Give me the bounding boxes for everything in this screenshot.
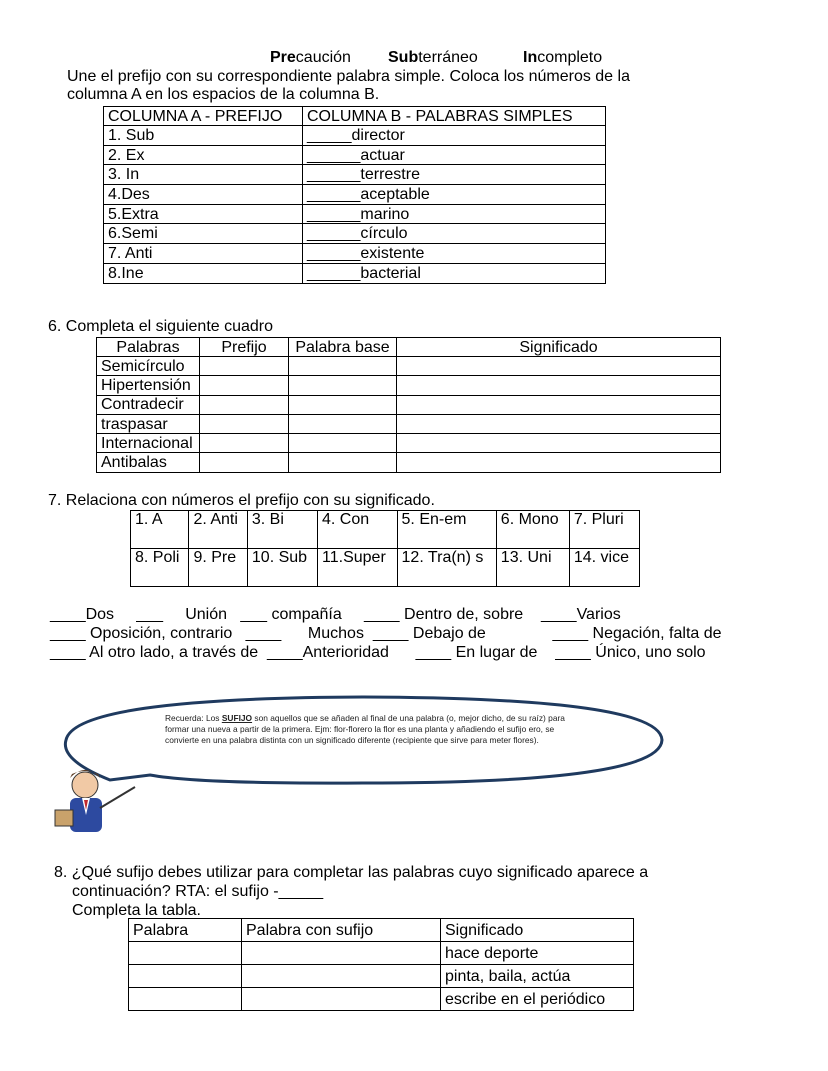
table-header: Palabra (129, 919, 242, 942)
table-row (129, 965, 634, 988)
table-row (129, 942, 634, 965)
table-cell[interactable] (242, 988, 441, 1011)
table-cell[interactable] (289, 453, 397, 472)
table-cell: Internacional (97, 434, 200, 453)
table-row (97, 376, 721, 395)
table-cell[interactable] (289, 395, 397, 414)
q7-title: 7. Relaciona con números el prefijo con su significado. (48, 492, 435, 509)
table-cell: Semicírculo (97, 357, 200, 376)
table-row (131, 511, 640, 549)
table-cell: ______círculo (303, 224, 606, 244)
table-cell[interactable] (397, 414, 721, 433)
table-cell: ______marino (303, 204, 606, 224)
q6-title: 6. Completa el siguiente cuadro (48, 318, 274, 335)
table-cell[interactable] (129, 988, 242, 1011)
table-cell: 11.Super (318, 549, 398, 587)
table-cell: _____director (303, 126, 606, 146)
table-cell[interactable] (200, 357, 289, 376)
table-header: COLUMNA A - PREFIJO (104, 107, 303, 126)
table-row (104, 165, 606, 185)
table-cell[interactable] (289, 434, 397, 453)
table-cell: 7. Pluri (569, 511, 639, 549)
suffix-table (128, 918, 634, 1011)
meaning-line-3: ____ Al otro lado, a través de ____Anterioridad ____ En lugar de ____ Único, uno solo (50, 644, 706, 661)
meaning-line-2: ____ Oposición, contrario ____ Muchos ____ Debajo de ____ Negación, falta de (50, 625, 722, 642)
table-cell: ______actuar (303, 145, 606, 165)
table-row (97, 357, 721, 376)
table-row (104, 126, 606, 146)
table-cell: ______aceptable (303, 185, 606, 205)
table-cell: 9. Pre (189, 549, 247, 587)
table-cell[interactable] (397, 434, 721, 453)
table-cell: 6.Semi (104, 224, 303, 244)
table-row (104, 244, 606, 264)
table-cell: 5. En-em (397, 511, 496, 549)
header-word-1: Precaución (270, 49, 351, 66)
table-cell[interactable] (200, 453, 289, 472)
table-cell: Antibalas (97, 453, 200, 472)
table-cell[interactable] (200, 414, 289, 433)
table-row (129, 988, 634, 1011)
table-cell: escribe en el periódico (441, 988, 634, 1011)
table-cell[interactable] (397, 395, 721, 414)
table-header: Prefijo (200, 338, 289, 357)
table-cell: 8. Poli (131, 549, 189, 587)
speech-bubble (0, 680, 828, 850)
table-cell: 12. Tra(n) s (397, 549, 496, 587)
table-cell: 2. Anti (189, 511, 247, 549)
table-cell[interactable] (397, 357, 721, 376)
table-cell[interactable] (129, 965, 242, 988)
table-cell: 14. vice (569, 549, 639, 587)
table-row (97, 395, 721, 414)
meaning-line-1: ____Dos ___ Unión ___ compañía ____ Dentro de, sobre ____Varios (50, 606, 621, 623)
table-header: Palabra con sufijo (242, 919, 441, 942)
table-cell: ______terrestre (303, 165, 606, 185)
table-cell: ______bacterial (303, 263, 606, 283)
table-row (97, 434, 721, 453)
q8-line-1: 8. ¿Qué sufijo debes utilizar para completar las palabras cuyo significado aparece a (54, 864, 649, 881)
table-cell: 10. Sub (247, 549, 317, 587)
table-row (97, 453, 721, 472)
bubble-text: Recuerda: Los SUFIJO son aquellos que se añaden al final de una palabra (o, mejor dicho, de su raíz) para formar una nueva a partir de la primera. Ejm: flor-florero la flor es una planta y añadiendo el sufijo ero, se convierte en una palabra distinta con un significado diferente (recipiente que sirve para meter flores). (165, 713, 565, 745)
table-cell: Contradecir (97, 395, 200, 414)
table-cell[interactable] (289, 376, 397, 395)
table-row (104, 145, 606, 165)
header-word-2: Subterráneo (388, 49, 478, 66)
table-cell: hace deporte (441, 942, 634, 965)
table-header: COLUMNA B - PALABRAS SIMPLES (303, 107, 606, 126)
table-row (104, 224, 606, 244)
table-cell[interactable] (200, 395, 289, 414)
table-header: Significado (441, 919, 634, 942)
table-cell[interactable] (289, 357, 397, 376)
table-header: Significado (397, 338, 721, 357)
q8-line-3: Completa la tabla. (72, 902, 201, 919)
instruction-line-1: Une el prefijo con su correspondiente palabra simple. Coloca los números de la (67, 68, 630, 85)
prefix-matching-table (103, 106, 606, 284)
table-cell: 1. Sub (104, 126, 303, 146)
table-cell: Hipertensión (97, 376, 200, 395)
table-cell: 3. In (104, 165, 303, 185)
table-cell: 7. Anti (104, 244, 303, 264)
header-word-3: Incompleto (523, 49, 603, 66)
prefix-meaning-table (130, 510, 640, 587)
table-cell[interactable] (129, 942, 242, 965)
table-row (131, 549, 640, 587)
table-cell: 6. Mono (496, 511, 569, 549)
table-header: Palabras (97, 338, 200, 357)
table-cell[interactable] (289, 414, 397, 433)
table-cell: 4.Des (104, 185, 303, 205)
table-cell[interactable] (242, 942, 441, 965)
complete-table (96, 337, 721, 473)
table-header: Palabra base (289, 338, 397, 357)
table-cell[interactable] (397, 376, 721, 395)
table-cell[interactable] (200, 376, 289, 395)
table-row (104, 204, 606, 224)
table-row (104, 185, 606, 205)
q8-line-2: continuación? RTA: el sufijo -_____ (72, 883, 324, 900)
table-cell[interactable] (242, 965, 441, 988)
table-cell: 3. Bi (247, 511, 317, 549)
table-cell: pinta, baila, actúa (441, 965, 634, 988)
instruction-line-2: columna A en los espacios de la columna B. (67, 86, 380, 103)
table-row (97, 414, 721, 433)
table-cell: 4. Con (318, 511, 398, 549)
table-cell[interactable] (397, 453, 721, 472)
table-cell[interactable] (200, 434, 289, 453)
table-cell: traspasar (97, 414, 200, 433)
table-cell: 13. Uni (496, 549, 569, 587)
table-row (104, 263, 606, 283)
table-cell: 8.Ine (104, 263, 303, 283)
table-cell: 5.Extra (104, 204, 303, 224)
table-cell: 2. Ex (104, 145, 303, 165)
table-cell: ______existente (303, 244, 606, 264)
table-cell: 1. A (131, 511, 189, 549)
